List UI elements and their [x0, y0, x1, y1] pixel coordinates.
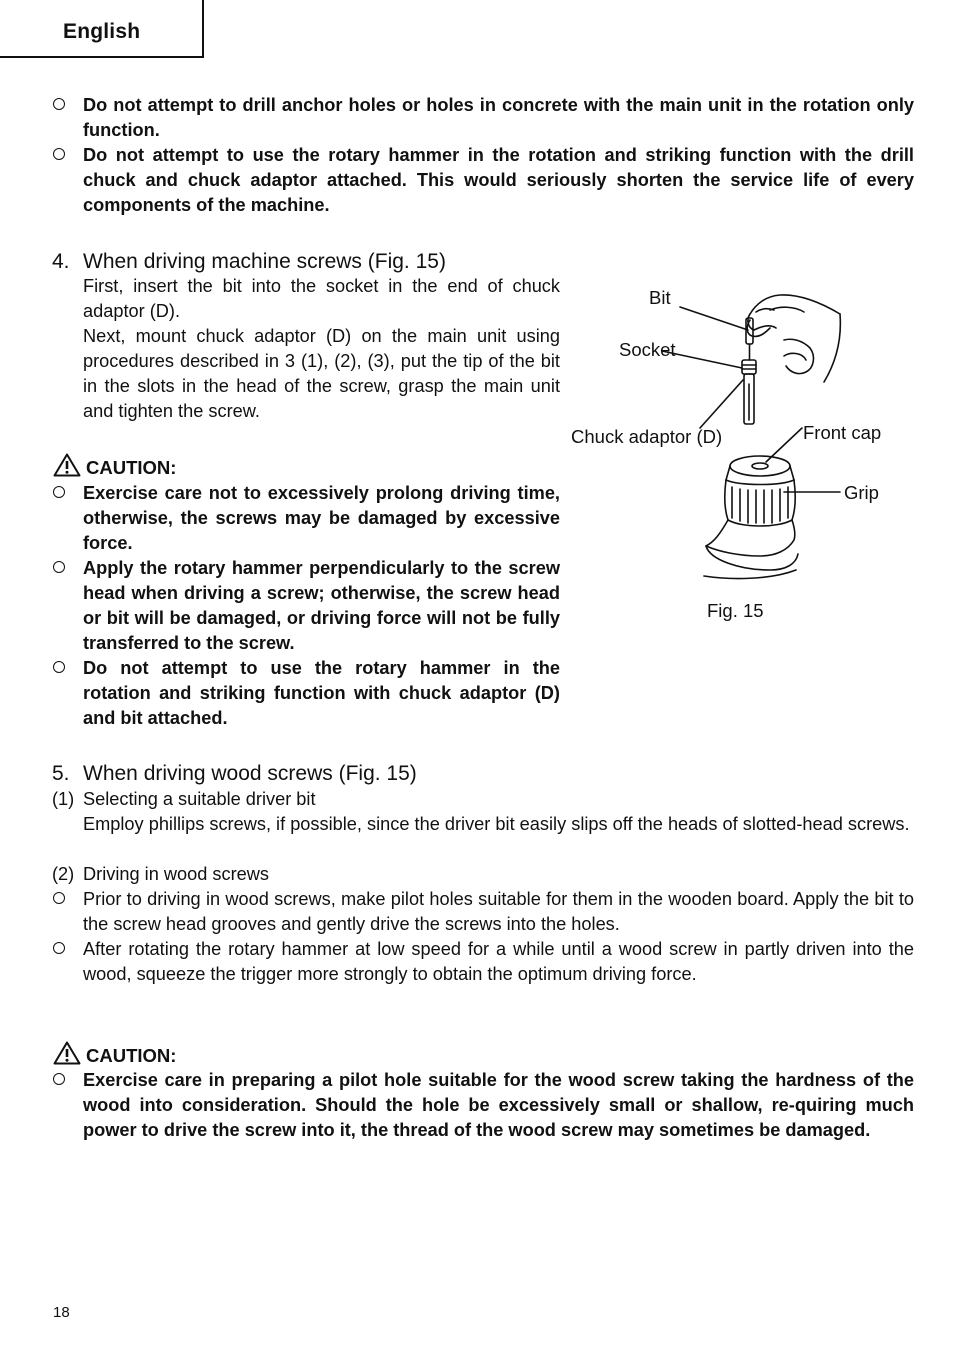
subsection-1-title: (1) Selecting a suitable driver bit: [52, 789, 316, 809]
wood-screw-bullet-2: After rotating the rotary hammer at low speed for a while until a wood screw in partly driven into the wood, squeeze the trigger more strongly to obtain the optimum driving force.: [83, 937, 914, 987]
caution-heading-1: CAUTION:: [53, 453, 253, 479]
section-4-heading: 4. When driving machine screws (Fig. 15): [52, 250, 446, 273]
circle-bullet-icon: [53, 98, 65, 110]
top-note-1: Do not attempt to drill anchor holes or holes in concrete with the main unit in the rotation only function.: [83, 93, 914, 143]
circle-bullet-icon: [53, 661, 65, 673]
caution-item-wood: Exercise care in preparing a pilot hole suitable for the wood screw taking the hardness of the wood into consideration. Should the hole be excessively small or shallow, re-quiring much power to drive the screw into it, the thread of the wood screw may sometimes be damaged.: [83, 1068, 914, 1143]
grip-ribs: [732, 487, 788, 523]
warning-triangle-icon: [53, 453, 81, 477]
fig-label-bit: Bit: [649, 287, 671, 308]
circle-bullet-icon: [53, 561, 65, 573]
caution-item-1: Exercise care not to excessively prolong driving time, otherwise, the screws may be damaged by excessive force.: [83, 481, 560, 556]
wood-screw-bullet-1: Prior to driving in wood screws, make pilot holes suitable for them in the wooden board. Apply the bit to the screw head grooves and gently drive the screws into the holes.: [83, 887, 914, 937]
subsection-1-text: Employ phillips screws, if possible, since the driver bit easily slips off the heads of slotted-head screws.: [83, 814, 910, 834]
fig-caption: Fig. 15: [707, 600, 764, 621]
circle-bullet-icon: [53, 1073, 65, 1085]
fig-label-chuck-adaptor: Chuck adaptor (D): [571, 426, 723, 447]
fig-label-socket: Socket: [619, 339, 676, 360]
section-4-para-2: Next, mount chuck adaptor (D) on the main unit using procedures described in 3 (1), (2), (3), put the tip of the bit in the slots in the head of the screw, grasp the main unit and tighten the screw.: [83, 326, 560, 421]
language-tab: [0, 0, 204, 58]
section-4-para-1: First, insert the bit into the socket in the end of chuck adaptor (D).: [83, 276, 560, 321]
caution-heading-2: CAUTION:: [53, 1041, 253, 1067]
circle-bullet-icon: [53, 892, 65, 904]
language-label: English: [63, 20, 141, 43]
subsection-2-title: (2) Driving in wood screws: [52, 864, 269, 884]
chuck-adaptor-leader-line: [700, 380, 743, 428]
fig-label-front-cap: Front cap: [803, 422, 882, 443]
circle-bullet-icon: [53, 942, 65, 954]
top-note-2: Do not attempt to use the rotary hammer in the rotation and striking function with the drill chuck and chuck adaptor attached. This would seriously shorten the service life of every components of the machine.: [83, 143, 914, 218]
page-number: 18: [53, 1304, 70, 1321]
fig-label-grip: Grip: [844, 482, 879, 503]
caution-item-2: Apply the rotary hammer perpendicularly to the screw head when driving a screw; otherwise, the screw head or bit will be damaged, or driving force will not be fully transferred to the screw.: [83, 556, 560, 656]
hand-drawing: [747, 295, 840, 382]
circle-bullet-icon: [53, 148, 65, 160]
warning-triangle-icon: [53, 1041, 81, 1065]
caution-item-3: Do not attempt to use the rotary hammer in the rotation and striking function with chuck adaptor (D) and bit attached.: [83, 656, 560, 731]
bit-leader-line: [680, 307, 748, 330]
section-5-heading: 5. When driving wood screws (Fig. 15): [52, 762, 417, 785]
circle-bullet-icon: [53, 486, 65, 498]
